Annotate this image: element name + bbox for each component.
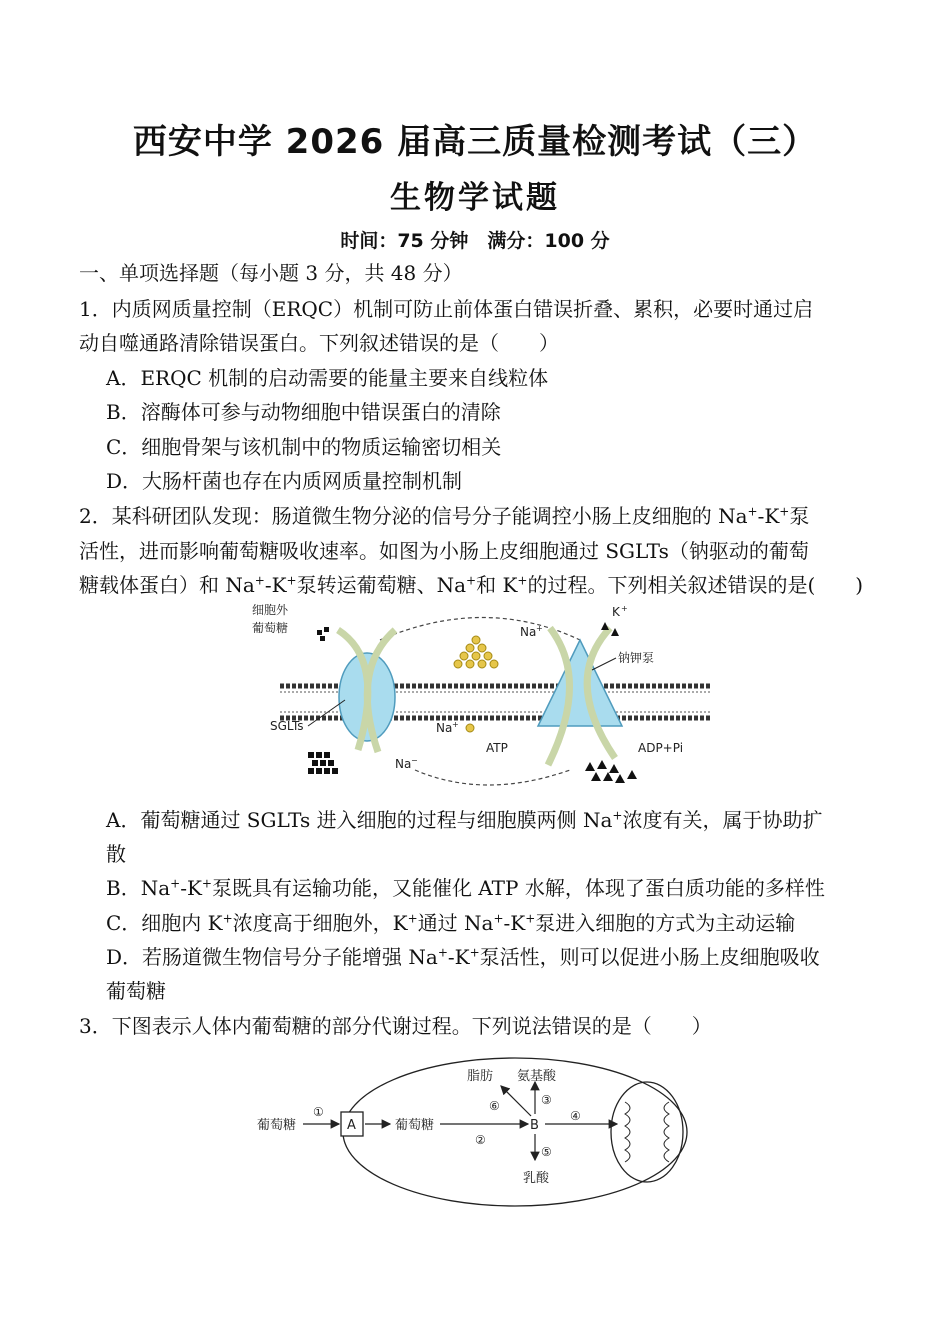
q3-metabolism-figure [245,1052,705,1212]
q2-option-d-line1: D．若肠道微生物信号分子能增强 Na+-K+泵活性，则可以促进小肠上皮细胞吸收 [106,945,820,969]
svg-text:+: + [536,624,543,633]
svg-text:+: + [621,604,628,613]
q2-option-a-line2: 散 [106,842,126,866]
label-step4: ④ [570,1109,581,1123]
label-lactic-acid: 乳酸 [523,1171,550,1186]
label-step6: ⑥ [489,1099,500,1113]
q2-stem-line3: 糖载体蛋白）和 Na+-K+泵转运葡萄糖、Na+和 K+的过程。下列相关叙述错误的是( ) [79,573,864,597]
mitochondrion-cristae-right [664,1102,669,1162]
q1-stem-line1: 1．内质网质量控制（ERQC）机制可防止前体蛋白错误折叠、累积，必要时通过启 [79,297,814,321]
label-k-top: K [612,605,620,619]
school-title: 西安中学 2026 届高三质量检测考试（三） [132,122,818,162]
dashed-cycle-bottom [415,770,570,785]
q2-membrane-figure [250,600,720,796]
label-step2: ② [475,1133,486,1147]
q1-option-d: D．大肠杆菌也存在内质网质量控制机制 [106,469,463,493]
q3-stem: 3．下图表示人体内葡萄糖的部分代谢过程。下列说法错误的是（ ） [79,1014,712,1038]
label-sglts: SGLTs [270,719,304,733]
label-glucose-inside: 葡萄糖 [395,1118,435,1133]
q2-option-c: C．细胞内 K+浓度高于细胞外，K+通过 Na+-K+泵进入细胞的方式为主动运输 [106,911,796,935]
label-glucose: 葡萄糖 [252,621,289,635]
q1-option-b: B．溶酶体可参与动物细胞中错误蛋白的清除 [106,400,501,424]
label-step5: ⑤ [541,1145,552,1159]
q2-stem-line1: 2．某科研团队发现：肠道微生物分泌的信号分子能调控小肠上皮细胞的 Na+-K+泵 [79,504,810,528]
sodium-ion-inside [466,724,474,732]
svg-text:+: + [452,720,459,729]
q1-option-c: C．细胞骨架与该机制中的物质运输密切相关 [106,435,502,459]
svg-text:−: − [411,756,418,765]
section-heading: 一、单项选择题（每小题 3 分，共 48 分） [79,261,463,285]
q2-stem-line2: 活性，进而影响葡萄糖吸收速率。如图为小肠上皮细胞通过 SGLTs（钠驱动的葡萄 [79,539,809,563]
label-fat: 脂肪 [467,1069,494,1084]
label-glucose-outside: 葡萄糖 [257,1118,297,1133]
label-na-mid: Na [436,721,453,735]
sodium-potassium-pump [538,640,622,726]
exam-info: 时间：75 分钟 满分：100 分 [340,230,610,252]
mitochondrion-cristae-left [625,1102,630,1162]
q1-option-a: A．ERQC 机制的启动需要的能量主要来自线粒体 [106,366,549,390]
label-outside: 细胞外 [252,603,289,617]
label-step3: ③ [541,1093,552,1107]
label-na-top: Na [520,625,537,639]
label-box-a: A [347,1118,356,1133]
label-node-b: B [530,1118,539,1133]
label-amino-acid: 氨基酸 [517,1069,557,1084]
label-na-bottom: Na [395,757,412,771]
sodium-ions-pyramid [454,636,498,668]
subject-title: 生物学试题 [390,180,560,216]
membrane-diagram [250,600,720,796]
glucose-squares-out [317,627,329,641]
label-adp: ADP+Pi [638,741,684,755]
label-pump: 钠钾泵 [618,651,655,665]
q2-option-d-line2: 葡萄糖 [106,979,166,1003]
q1-stem-line2: 动自噬通路清除错误蛋白。下列叙述错误的是（ ） [79,331,559,355]
mitochondrion [611,1082,683,1182]
potassium-in [585,760,637,783]
label-atp: ATP [486,741,508,755]
label-step1: ① [313,1105,324,1119]
metabolism-diagram [245,1052,705,1212]
glucose-squares-in [308,752,338,774]
q2-option-a-line1: A．葡萄糖通过 SGLTs 进入细胞的过程与细胞膜两侧 Na+浓度有关，属于协助扩 [106,808,823,832]
q2-option-b: B．Na+-K+泵既具有运输功能，又能催化 ATP 水解，体现了蛋白质功能的多样性 [106,876,825,900]
